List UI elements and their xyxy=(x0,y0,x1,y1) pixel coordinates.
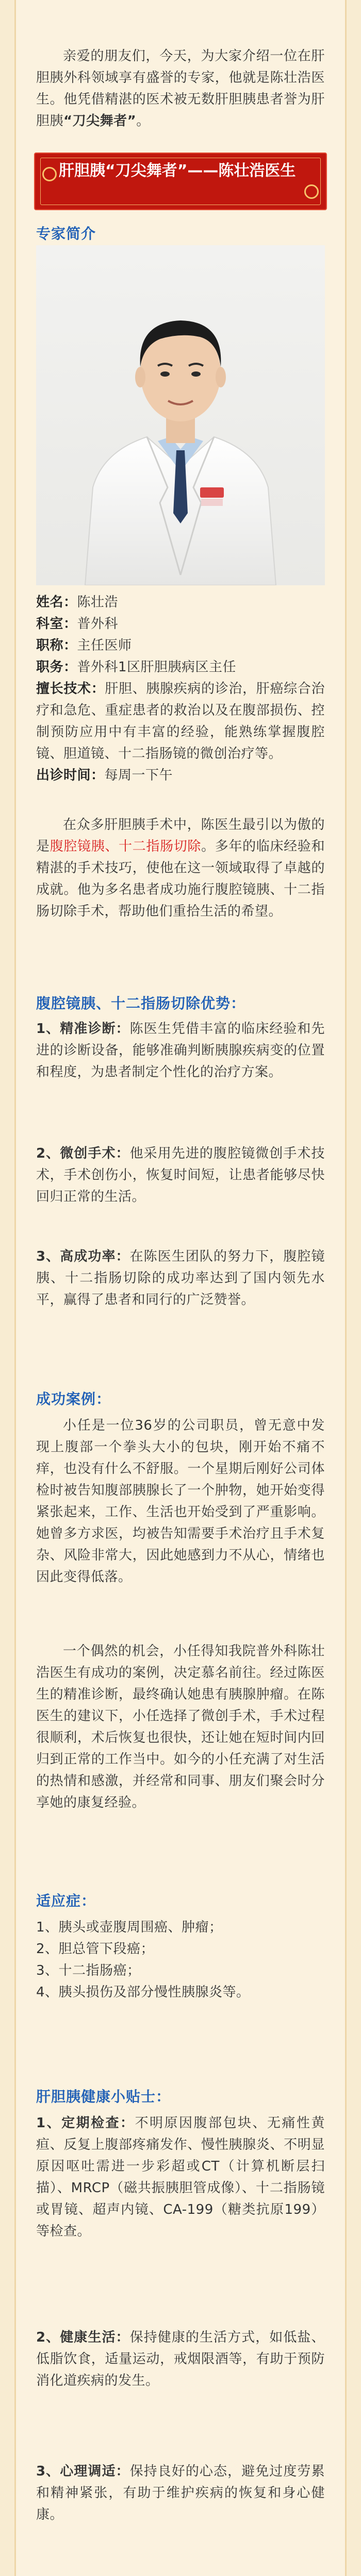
indications-section-title: 适应症： xyxy=(36,1892,96,1909)
profile-dept-row xyxy=(36,613,325,635)
tip-item xyxy=(36,2461,325,2526)
clinic-label: 出诊时间： xyxy=(36,768,105,783)
advantage-text: 在陈医生团队的努力下，腹腔镜胰、十二指肠切除的成功率达到了国内领先水平，赢得了患者和同行的广泛赞誉。 xyxy=(36,1249,325,1308)
intro-end: 。 xyxy=(136,113,150,129)
doctor-portrait-icon xyxy=(36,245,325,585)
cases-section-title: 成功案例： xyxy=(36,1391,111,1408)
intro-text: 亲爱的朋友们，今天，为大家介绍一位在肝胆胰外科领域享有盛誉的专家，他就是陈壮浩医生。他凭借精湛的医术被无数肝胆胰患者誉为肝胆胰 xyxy=(36,48,325,129)
profile-post-row xyxy=(36,656,325,678)
list-item: 3、十二指肠癌； xyxy=(36,1963,141,1978)
name-value: 陈壮浩 xyxy=(77,595,119,610)
profile-skill-row xyxy=(36,678,325,765)
profile-name-row xyxy=(36,591,325,613)
tip-title: 3、心理调适： xyxy=(36,2464,130,2479)
tip-title: 1、定期检查： xyxy=(36,2115,135,2131)
tip-title: 2、健康生活： xyxy=(36,2330,130,2345)
summary-highlight: 腹腔镜胰、十二指肠切除 xyxy=(50,839,202,854)
profile-clinic-row xyxy=(36,765,325,786)
tip-item xyxy=(36,2327,325,2392)
advantages-section-title: 腹腔镜胰、十二指肠切除优势： xyxy=(36,995,246,1012)
name-label: 姓名： xyxy=(36,595,77,610)
advantage-title: 1、精准诊断： xyxy=(36,1021,130,1037)
tip-text: 保持良好的心态，避免过度劳累和精神紧张，有助于维护疾病的恢复和身心健康。 xyxy=(36,2464,325,2522)
profile-section-title: 专家简介 xyxy=(36,225,96,242)
post-label: 职务： xyxy=(36,659,77,675)
advantage-item xyxy=(36,1246,325,1311)
case-paragraph: 一个偶然的机会，小任得知我院普外科陈壮浩医生有成功的案例，决定慕名前往。经过陈医生的精准诊断，最终确认她患有胰腺肿瘤。在陈医生的建议下，小任选择了微创手术，手术过程很顺利，术后恢复也很快，还让她在短时间内回归到正常的工作当中。如今的小任充满了对生活的热情和感激，并经常和同事、朋友们聚会时分享她的康复经验。 xyxy=(36,1643,325,1810)
clinic-value: 每周一下午 xyxy=(104,768,173,783)
doctor-banner xyxy=(34,152,327,210)
tip-item xyxy=(36,2112,325,2242)
doctor-photo xyxy=(36,245,325,585)
list-item: 1、胰头或壶腹周围癌、肿瘤； xyxy=(36,1920,223,1935)
advantage-item xyxy=(36,1143,325,1208)
summary-paragraph xyxy=(36,814,325,922)
profile-rank-row xyxy=(36,635,325,656)
post-value: 普外科1区肝胆胰病区主任 xyxy=(77,659,237,675)
list-item: 2、胆总管下段癌； xyxy=(36,1941,155,1957)
advantage-item xyxy=(36,1018,325,1083)
advantage-text: 陈医生凭借丰富的临床经验和先进的诊断设备，能够准确判断胰腺疾病变的位置和程度，为患者制定个性化的治疗方案。 xyxy=(36,1021,325,1080)
summary-text-end: 。多年的临床经验和精湛的手术技巧，使他在这一领域取得了卓越的成就。他为多名患者成功施行腹腔镜胰、十二指肠切除手术，帮助他们重拾生活的希望。 xyxy=(36,839,325,919)
intro-quote: “刀尖舞者” xyxy=(63,113,137,129)
advantage-title: 3、高成功率： xyxy=(36,1249,130,1264)
advantage-title: 2、微创手术： xyxy=(36,1146,130,1161)
summary-text: 在众多肝胆胰手术中，陈医生最引以为傲的是 xyxy=(36,817,325,854)
tip-text: 保持健康的生活方式，如低盐、低脂饮食，适量运动，戒烟限酒等，有助于预防消化道疾病的发生。 xyxy=(36,2330,325,2388)
tips-section-title: 肝胆胰健康小贴士： xyxy=(36,2088,171,2105)
indications-list xyxy=(36,1917,325,2003)
case-paragraph: 小任是一位36岁的公司职员，曾无意中发现上腹部一个拳头大小的包块，刚开始不痛不痒，也没有什么不舒服。一个星期后刚好公司体检时被告知腹部胰腺长了一个肿物，她开始变得紧张起来，工作、生活也开始受到了严重影响。她曾多方求医，均被告知需要手术治疗且手术复杂、风险非常大，因此她感到力不从心，情绪也因此变得低落。 xyxy=(36,1418,325,1585)
banner-deco-icon xyxy=(42,167,57,181)
dept-value: 普外科 xyxy=(77,616,119,632)
intro-paragraph xyxy=(36,45,325,132)
banner-deco-icon xyxy=(304,184,319,199)
skill-label: 擅长技术： xyxy=(36,681,105,697)
rank-value: 主任医师 xyxy=(77,638,132,653)
list-item: 4、胰头损伤及部分慢性胰腺炎等。 xyxy=(36,1985,250,2000)
tip-text: 不明原因腹部包块、无痛性黄疸、反复上腹部疼痛发作、慢性胰腺炎、不明显原因呕吐需进一步彩超或CT（计算机断层扫描）、MRCP（磁共振胰胆管成像）、十二指肠镜或胃镜、超声内镜、CA-199（糖类抗原199）等检查。 xyxy=(36,2115,325,2239)
profile-info xyxy=(36,591,325,786)
skill-value: 肝胆、胰腺疾病的诊治，肝癌综合治疗和急危、重症患者的救治以及在腹部损伤、控制预防应用中有丰富的经验，能熟练掌握腹腔镜、胆道镜、十二指肠镜的微创治疗等。 xyxy=(36,681,325,761)
advantage-text: 他采用先进的腹腔镜微创手术技术，手术创伤小，恢复时间短，让患者能够尽快回归正常的生活。 xyxy=(36,1146,325,1205)
rank-label: 职称： xyxy=(36,638,77,653)
banner-title: 肝胆胰“刀尖舞者”——陈壮浩医生 xyxy=(59,162,296,180)
dept-label: 科室： xyxy=(36,616,77,632)
